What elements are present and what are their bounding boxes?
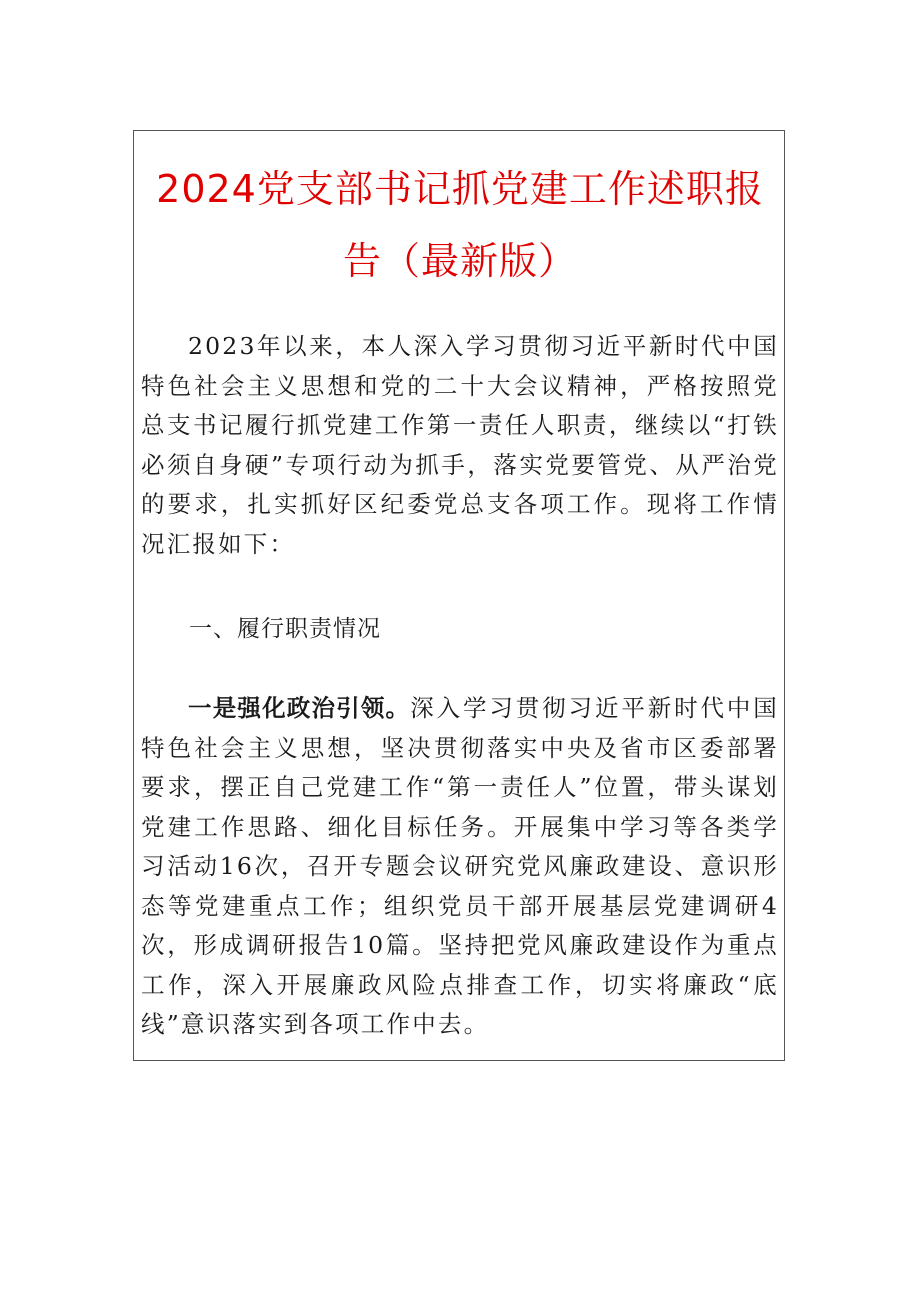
document-title: [134, 153, 786, 297]
item-lead: 一是强化政治引领。: [188, 694, 411, 722]
item-paragraph: [141, 689, 779, 1045]
title-line-1: 2024党支部书记抓党建工作述职报: [156, 167, 764, 211]
section-heading: 一、履行职责情况: [189, 616, 381, 642]
item-body: 深入学习贯彻习近平新时代中国特色社会主义思想，坚决贯彻落实中央及省市区委部署要求，摆正自己党建工作“第一责任人”位置，带头谋划党建工作思路、细化目标任务。开展集中学习等各类学习活动16次，召开专题会议研究党风廉政建设、意识形态等党建重点工作；组织党员干部开展基层党建调研4次，形成调研报告10篇。坚持把党风廉政建设作为重点工作，深入开展廉政风险点排查工作，切实将廉政“底线”意识落实到各项工作中去。: [141, 694, 779, 1038]
document-frame: [133, 130, 785, 1061]
intro-paragraph: 2023年以来，本人深入学习贯彻习近平新时代中国特色社会主义思想和党的二十大会议精神，严格按照党总支书记履行抓党建工作第一责任人职责，继续以“打铁必须自身硬”专项行动为抓手，落实党要管党、从严治党的要求，扎实抓好区纪委党总支各项工作。现将工作情况汇报如下：: [141, 332, 779, 558]
title-line-2: 告（最新版）: [342, 239, 577, 283]
